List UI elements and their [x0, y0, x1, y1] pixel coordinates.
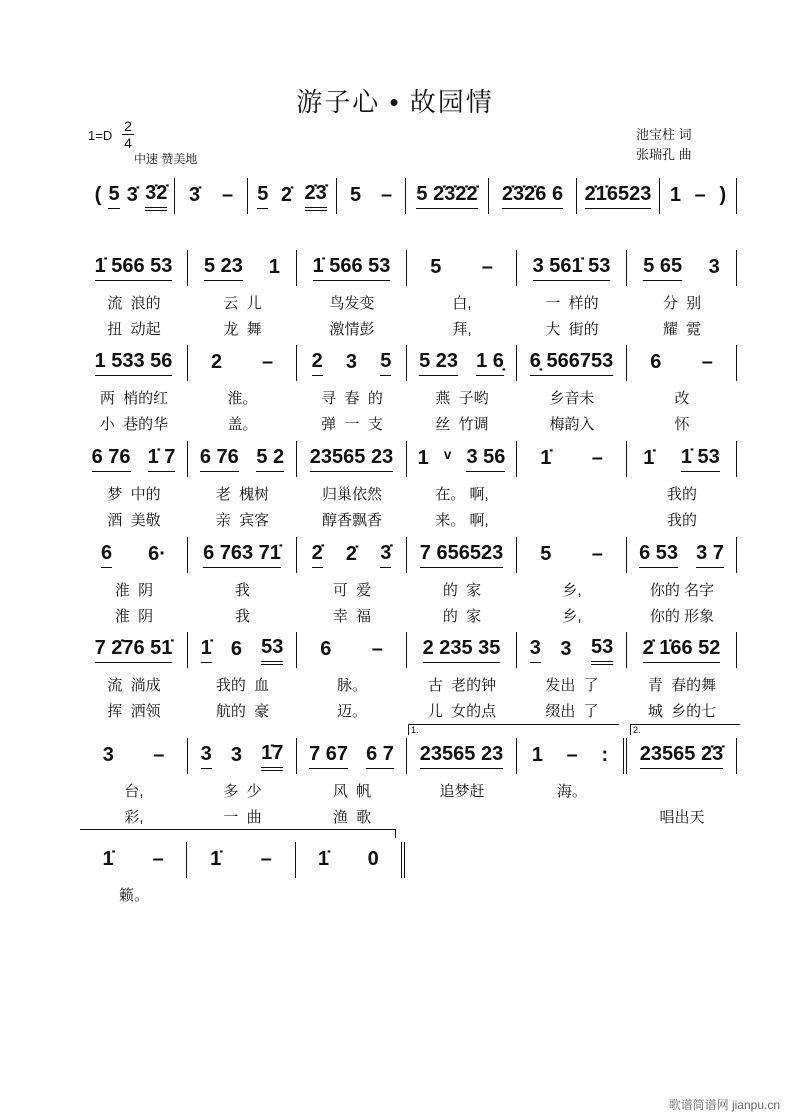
- measure: [80, 250, 188, 286]
- volta-first: 1.: [408, 724, 619, 735]
- lyricist: 池宝柱 词: [636, 127, 692, 142]
- lyric-chunk: 盖。: [227, 416, 258, 433]
- note-group: 0: [367, 847, 379, 870]
- measure: [517, 250, 627, 286]
- note-group: 7 656523: [420, 542, 503, 568]
- note-group: –: [153, 743, 165, 766]
- lyric-chunk: 来。 啊,: [435, 512, 489, 529]
- note-group: 6: [650, 350, 662, 373]
- lyric-chunk: 乡,: [562, 608, 582, 625]
- note-group: 6 76: [92, 446, 131, 472]
- lyric-chunk: 梅韵入: [549, 416, 595, 433]
- measure: [188, 537, 297, 573]
- lyric-chunk: [407, 806, 517, 827]
- lyric-chunk: 怀: [674, 416, 690, 433]
- measure: [577, 178, 660, 214]
- lyric-chunk: 你的 名字: [649, 582, 715, 599]
- measure: [627, 441, 737, 477]
- lyric-chunk: 挥 洒领: [107, 703, 161, 720]
- measure: [80, 537, 188, 573]
- lyric-chunk: [517, 483, 627, 504]
- lyric-chunk: [517, 509, 627, 530]
- note-group: 1̇ 566 53: [95, 255, 173, 281]
- note-group: –: [371, 637, 383, 660]
- note-group: 53: [591, 636, 613, 665]
- lyrics-verse-1: [80, 483, 737, 504]
- lyrics-verse-1: [80, 579, 737, 600]
- note-group: 3 7: [696, 542, 724, 568]
- measure: [188, 250, 297, 286]
- measure: [297, 537, 407, 573]
- lyric-chunk: 老 槐树: [215, 486, 270, 503]
- note-group: 1 6̣: [476, 350, 504, 376]
- note-group: 23565 23: [420, 743, 503, 769]
- lyric-chunk: 丝 竹调: [435, 416, 489, 433]
- note-group: 1̇ 566 53: [313, 255, 391, 281]
- note-group: 5 2̇3̇2̇2̇: [416, 183, 477, 209]
- lyric-chunk: 唱出天: [659, 809, 705, 826]
- lyric-chunk: [627, 780, 737, 801]
- note-group: –: [701, 350, 713, 373]
- note-group: :: [601, 743, 609, 766]
- lyric-chunk: 可 爱: [332, 582, 372, 599]
- measure: [337, 178, 406, 214]
- note-group: 2̇3̇2̇6 6: [502, 183, 563, 209]
- note-group: 2: [210, 350, 223, 373]
- note-group: 3: [530, 637, 541, 663]
- lyrics-verse-2: [80, 806, 737, 827]
- lyric-chunk: 台,: [124, 783, 144, 800]
- note-group: 23565 2̇3̇: [640, 743, 723, 769]
- lyric-chunk: 淮。: [227, 390, 258, 407]
- note-group: 5: [430, 255, 442, 278]
- note-group: 1: [531, 743, 543, 766]
- note-group: 1̇: [201, 637, 212, 663]
- lyric-chunk: 追梦赶: [439, 783, 485, 800]
- note-group: 3̇2̇: [145, 182, 167, 211]
- measure: [297, 345, 407, 381]
- measure: [627, 345, 737, 381]
- note-group: 23565 23: [310, 446, 393, 472]
- lyric-chunk: 流 浪的: [107, 295, 161, 312]
- lyric-chunk: 亲 宾客: [215, 512, 270, 529]
- measure: [187, 842, 295, 878]
- lyric-chunk: 儿 女的点: [427, 703, 497, 720]
- lyric-chunk: 籁。: [118, 887, 149, 904]
- measure: [660, 178, 737, 214]
- lyric-chunk: 梦 中的: [107, 486, 161, 503]
- lyric-chunk: 淮 阴: [114, 608, 154, 625]
- lyric-chunk: 寻 春 的: [321, 390, 383, 407]
- measure: [407, 632, 517, 668]
- lyric-chunk: 龙 舞: [223, 321, 262, 338]
- note-group: 3̇: [126, 183, 138, 206]
- note-group: 1̇: [102, 847, 114, 870]
- lyric-chunk: 分 别: [662, 295, 702, 312]
- intro-system: [88, 178, 737, 214]
- note-group: 6 53: [639, 542, 678, 568]
- note-group: 2̇: [345, 542, 358, 565]
- note-group: –: [152, 847, 164, 870]
- note-group: 1̇ 53: [681, 446, 720, 472]
- note-group: 3: [201, 743, 212, 769]
- measure: [489, 178, 577, 214]
- measure: [188, 345, 297, 381]
- lyric-chunk: 淮 阴: [114, 582, 154, 599]
- measure: [80, 738, 188, 774]
- lyric-chunk: 激情彭: [329, 321, 375, 338]
- system: [80, 345, 737, 381]
- measure: [297, 738, 407, 774]
- lyric-chunk: 城 乡的七: [647, 703, 717, 720]
- note-group: 1 533 56: [95, 350, 173, 376]
- note-group: 3̇: [188, 183, 201, 206]
- measure: [297, 632, 407, 668]
- note-group: 6·: [148, 542, 166, 565]
- note-group: 6: [320, 637, 332, 660]
- lyric-chunk: 我的: [666, 512, 697, 529]
- lyrics-verse-2: [80, 700, 737, 721]
- note-group: 7 2̇76 51̇: [95, 637, 173, 663]
- note-group: –: [694, 183, 706, 206]
- note-group: –: [380, 183, 393, 206]
- note-group: 2: [312, 350, 323, 376]
- measure: [517, 537, 627, 573]
- system: [80, 537, 737, 573]
- lyric-chunk: 的 家: [442, 608, 482, 625]
- watermark: 歌谱简谱网 jianpu.cn: [668, 1098, 780, 1112]
- lyric-chunk: 迈。: [336, 703, 367, 720]
- note-group: 5: [349, 183, 362, 206]
- note-group: 1̇: [317, 847, 330, 870]
- measure: [627, 738, 737, 774]
- note-group: 3 56: [466, 446, 505, 472]
- lyric-chunk: 我的: [666, 486, 697, 503]
- lyric-chunk: 我的 血: [215, 677, 270, 694]
- key-signature: 1=D: [88, 128, 113, 143]
- lyric-chunk: 幸 福: [332, 608, 372, 625]
- note-group: 6 763 71̇: [203, 542, 281, 568]
- note-group: 6 76: [200, 446, 239, 472]
- note-group: 5: [540, 542, 552, 565]
- measure: [407, 738, 517, 774]
- lyric-chunk: 白,: [452, 295, 472, 312]
- lyric-chunk: [188, 884, 297, 905]
- note-group: 3: [708, 255, 720, 278]
- time-bottom: 4: [122, 134, 134, 151]
- note-group: 5 65: [643, 255, 682, 281]
- lyrics-verse-2: [80, 605, 737, 626]
- note-group: –: [591, 542, 603, 565]
- lyric-chunk: 古 老的钟: [427, 677, 497, 694]
- note-group: 6 7: [366, 743, 394, 769]
- note-group: 5: [257, 183, 268, 209]
- note-group: 3̇: [380, 542, 391, 568]
- measure: [407, 345, 517, 381]
- lyrics-verse-2: [80, 509, 737, 530]
- lyric-chunk: 小 巷的华: [99, 416, 169, 433]
- volta-second: 2.: [630, 724, 740, 735]
- note-group: 1: [268, 255, 281, 278]
- system: [80, 632, 737, 668]
- credits: [636, 125, 692, 165]
- note-group: 2̇ 1̇66 52: [643, 637, 721, 663]
- note-group: 5 23: [204, 255, 243, 281]
- lyric-chunk: 海。: [556, 783, 587, 800]
- measure: [80, 842, 187, 878]
- note-group: 1̇7: [261, 742, 283, 771]
- note-group: 5: [108, 183, 119, 209]
- note-group: –: [481, 255, 493, 278]
- note-group: 3: [230, 743, 242, 766]
- measure: [296, 842, 405, 878]
- lyric-chunk: 你的 形象: [649, 608, 715, 625]
- measure: [175, 178, 248, 214]
- note-group: –: [591, 446, 603, 469]
- note-group: 3: [560, 637, 572, 660]
- lyric-chunk: 云 儿: [223, 295, 262, 312]
- lyrics-verse-1: [80, 292, 737, 313]
- note-group: –: [566, 743, 578, 766]
- lyric-chunk: 脉。: [336, 677, 367, 694]
- note-group: 7 67: [309, 743, 348, 769]
- lyric-chunk: 燕 子哟: [435, 390, 489, 407]
- lyric-chunk: 乡音未: [549, 390, 595, 407]
- note-group: (: [94, 183, 102, 206]
- lyric-chunk: [517, 806, 627, 827]
- note-group: ): [719, 183, 727, 206]
- lyric-chunk: 的 家: [442, 582, 482, 599]
- measure: [627, 632, 737, 668]
- note-group: 3: [102, 743, 114, 766]
- lyric-chunk: 风 帆: [332, 783, 372, 800]
- lyric-chunk: 一 曲: [223, 809, 262, 826]
- note-group: –: [221, 183, 234, 206]
- measure: [407, 441, 517, 477]
- system: [80, 738, 737, 774]
- measure: [627, 537, 737, 573]
- lyric-chunk: 乡,: [562, 582, 582, 599]
- note-group: –: [261, 350, 274, 373]
- measure: [407, 537, 517, 573]
- lyric-chunk: 流 淌成: [107, 677, 161, 694]
- tie-bracket: [80, 829, 396, 838]
- note-group: 1̇: [643, 446, 655, 469]
- measure: [188, 738, 297, 774]
- lyrics-verse-1: [80, 884, 737, 905]
- lyric-chunk: 扭 动起: [107, 321, 161, 338]
- note-group: 2̇: [280, 183, 292, 206]
- measure: [188, 441, 297, 477]
- lyric-chunk: 在。 啊,: [435, 486, 489, 503]
- lyric-chunk: 多 少: [223, 783, 262, 800]
- note-group: 1: [417, 446, 429, 469]
- lyric-chunk: 彩,: [124, 809, 144, 826]
- lyric-chunk: 我: [234, 608, 250, 625]
- lyric-chunk: 拜,: [452, 321, 472, 338]
- note-group: 6̣ 566753: [530, 350, 613, 376]
- note-group: 53: [261, 636, 283, 665]
- lyric-chunk: 弹 一 支: [321, 416, 383, 433]
- lyric-chunk: 大 街的: [545, 321, 599, 338]
- note-group: 5 23: [419, 350, 458, 376]
- composer: 张瑞孔 曲: [636, 147, 692, 162]
- note-group: 5 2: [256, 446, 284, 472]
- note-group: 6: [101, 542, 112, 568]
- measure: [517, 441, 627, 477]
- note-group: 1: [669, 183, 681, 206]
- measure: [297, 441, 407, 477]
- measure: [517, 345, 627, 381]
- measure: [88, 178, 175, 214]
- note-group: 2̇3̇: [305, 182, 327, 211]
- lyrics-verse-1: [80, 780, 737, 801]
- measure: [406, 178, 489, 214]
- lyric-chunk: 醇香飘香: [321, 512, 382, 529]
- measure: [80, 345, 188, 381]
- measure: [517, 632, 627, 668]
- system: [80, 250, 737, 286]
- note-group: 2̇: [312, 542, 323, 568]
- lyric-chunk: 两 梢的红: [99, 390, 169, 407]
- lyric-chunk: 渔 歌: [332, 809, 372, 826]
- note-group: 1̇: [540, 446, 552, 469]
- note-group: 6: [230, 637, 242, 660]
- system: [80, 842, 405, 878]
- lyric-chunk: 酒 美敬: [107, 512, 161, 529]
- lyric-chunk: 青 春的舞: [647, 677, 717, 694]
- note-group: –: [260, 847, 272, 870]
- measure: [517, 738, 627, 774]
- note-group: 3: [345, 350, 358, 373]
- time-signature: [122, 118, 134, 151]
- note-group: ᵛ: [443, 446, 452, 469]
- note-group: 3 561̇ 53: [533, 255, 611, 281]
- lyric-chunk: 改: [674, 390, 690, 407]
- lyric-chunk: 归巢依然: [321, 486, 382, 503]
- lyric-chunk: 鸟发变: [329, 295, 375, 312]
- note-group: 5: [380, 350, 391, 376]
- lyrics-verse-2: [80, 318, 737, 339]
- time-top: 2: [124, 118, 132, 134]
- lyric-chunk: 一 样的: [545, 295, 599, 312]
- lyric-chunk: [297, 884, 407, 905]
- measure: [188, 632, 297, 668]
- lyrics-verse-2: [80, 413, 737, 434]
- measure: [407, 250, 517, 286]
- measure: [627, 250, 737, 286]
- lyrics-verse-1: [80, 387, 737, 408]
- lyric-chunk: 缀出 了: [545, 703, 599, 720]
- system: [80, 441, 737, 477]
- measure: [248, 178, 337, 214]
- measure: [80, 441, 188, 477]
- lyrics-verse-1: [80, 674, 737, 695]
- tempo-marking: 中速 赞美地: [134, 152, 198, 166]
- measure: [297, 250, 407, 286]
- lyric-chunk: 耀 霓: [662, 321, 702, 338]
- note-group: 1̇ 7: [148, 446, 176, 472]
- lyric-chunk: 发出 了: [545, 677, 599, 694]
- note-group: 2̇1̇6523: [585, 183, 652, 209]
- lyric-chunk: 我: [234, 582, 250, 599]
- measure: [80, 632, 188, 668]
- song-title: 游子心 • 故园情: [296, 87, 494, 117]
- note-group: 1̇: [210, 847, 222, 870]
- lyric-chunk: 航的 豪: [215, 703, 270, 720]
- note-group: 2 235 35: [423, 637, 501, 663]
